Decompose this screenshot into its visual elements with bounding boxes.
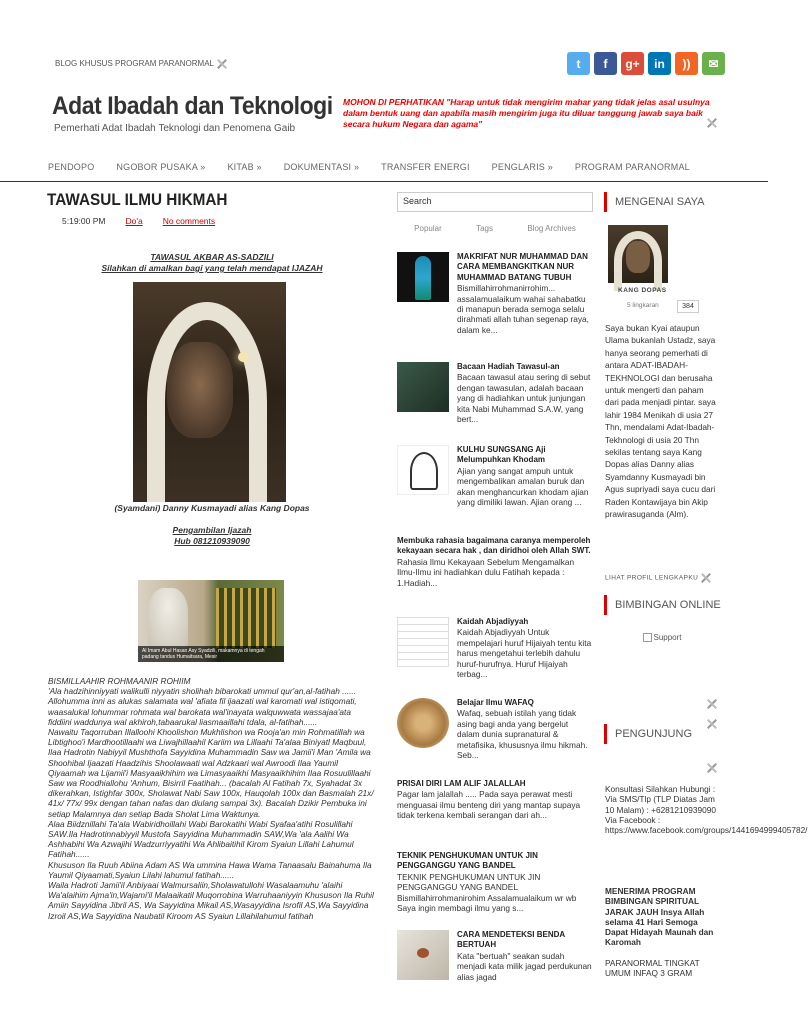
- bimbingan-heading: BIMBINGAN ONLINE: [604, 595, 721, 615]
- profile-link[interactable]: [605, 572, 712, 584]
- popular-post[interactable]: [397, 930, 593, 990]
- popular-post-title[interactable]: CARA MENDETEKSI BENDA BERTUAH: [457, 930, 565, 950]
- photo-scarf: [147, 302, 267, 502]
- popular-post-snippet: Bismillahirrohmanirrohim... assalamualaikum wahai sahabatku di manapun berada semoga selalu dirahmati allah tuhan segenap raya, dalam ke...: [457, 283, 589, 335]
- photo-light: [238, 352, 248, 362]
- avatar-scarf: [614, 231, 662, 291]
- body-paragraph: Nawaitu Taqorruban Illalloohi Khoolishon Mukhlishon wa Rooja'an min Rohmatillah wa Libtighoo'i Mardhootillaahi wa Liwajhillaahil Kariim wa Lillaahi Ta'alaa Biniyatl Maqbuul, Ilaa Hadrotin Nabiyyil Mushthofa Sayyidina Muhammadin Saw wa Jamii'i Man 'Amila wa Shoohibal Ijaazati Haadzihis Shoolawaati wal Adzkaari wal Awroodi Ilaa Yaumil Qiyaamah wa Lijamii'i Masyaaikhihim wa Limasyaaikhi Masyaaikhihim Ilaa Rosuulillaahi Saw wa Roodhiallohu 'Anhum, Bisirril Faatihah... (bacalah Al Fatihah 7x, Syahadat 3x dikerahkan, Istighfar 300x, Sholawat Nabi Saw 100x, Hauqolah 100x dan Basmalah 21x/ 41x/ 77x/ 99x dengan tahan nafas dan diulang sampai 3x). Bacalah Dzikir Pembuka ini setiap Malamnya dan setiap Bada Sholat Lima Waktunya.: [48, 727, 374, 819]
- body-paragraph: 'Ala hadzihinniyyati walikulli niyyatin sholihah bibarokati ummul qur'an,al-fatihah ......: [48, 686, 357, 697]
- author-photo: [133, 282, 286, 502]
- broken-image-icon: [643, 633, 652, 642]
- nav-item-dokumentasi[interactable]: DOKUMENTASI »: [284, 162, 359, 172]
- popular-post-snippet: Bacaan tawasul atau sering di sebut dengan tawasulan, adalah bacaan yang di hadiahkan untuk junjungan kita Nabi Muhammad S.A.W, yang bert...: [457, 372, 591, 425]
- photo-man: [148, 588, 188, 648]
- nav-item-pendopo[interactable]: PENDOPO: [48, 161, 95, 172]
- edit-wrench-icon[interactable]: [706, 762, 718, 774]
- popular-post[interactable]: [397, 362, 593, 428]
- popular-post[interactable]: [397, 779, 593, 834]
- body-paragraph: Allohumma inni as alukas salamata wal 'afiata fil ijaazati wal karomati wal istiqomati, waasalukal lohummar rohmata wal barokata wal'inayata walquwwata wassajaa'ata fiddiini waddunya wal akhiroh,tabaarukal liasmaaillahi tdala, al-fatihah......: [48, 696, 357, 727]
- post-comments-link[interactable]: No comments: [162, 216, 216, 226]
- popular-post-snippet: Kata "bertuah" seakan sudah menjadi kata milik jagad perdukunan alias jagad: [457, 950, 592, 982]
- rss-icon[interactable]: )): [675, 52, 698, 75]
- linkedin-icon[interactable]: in: [648, 52, 671, 75]
- sidebar-tabs: [397, 224, 593, 233]
- caption-name: (Syamdani) Danny Kusmayadi alias Kang Dopas: [114, 503, 310, 513]
- support-image[interactable]: [640, 633, 685, 669]
- post-thumbnail[interactable]: [397, 698, 449, 748]
- notice-text: MOHON DI PERHATIKAN "Harap untuk tidak mengirim mahar yang tidak jelas asal usulnya dalam bentuk uang dan apabila masih mengirim juga itu diluar tanggung jawab saya baik secara hukum Negara dan agama": [343, 97, 710, 129]
- shrine-photo-caption: Al Imam Abul Hasan Asy Syadzili, makamnya di tengah padang tandus Humaitsara, Mesir: [138, 646, 284, 662]
- popular-post-title[interactable]: Kaidah Abjadiyyah: [457, 617, 529, 626]
- nav-item-program-paranormal[interactable]: PROGRAM PARANORMAL: [574, 161, 690, 172]
- shrine-photo: [138, 580, 284, 662]
- site-title[interactable]: Adat Ibadah dan Teknologi: [52, 92, 333, 120]
- post-heading-title: TAWASUL AKBAR AS-SADZILI: [150, 252, 274, 262]
- popular-post-snippet: Pagar lam jalallah ..... Pada saya perawat mesti menguasai ilmu benteng diri yang mantap supaya tidak terkena kembali serangan dari ah...: [397, 789, 581, 821]
- about-text: Saya bukan Kyai ataupun Ulama bukanlah Ustadz, saya hanya seorang pemerhati di antara ADAT-IBADAH-TEKHNOLOGI dan berusaha untuk mengerti dan paham dari pada menjadi pintar. saya lahir 1984 Menikah di usia 27 Thn, mendalami Adat-Ibadah-Tekhnologi di usia 20 Thn sekilas tentang saya Kang Dopas alias Danny alias Syamdanny Kusmayadi bin Agus supriyadi saya cucu dari Raden Kontawijaya bin Akip prawirasuganda (Alm).: [605, 323, 716, 520]
- body-paragraph: Waila Hadroti Jamii'il Anbiyaai Walmursaliin,Sholawatullohi Wasalaamuhu 'alaihi Wa'alaihim Ajma'in,Wajami'il Malaaikatil Muqorrobina Warruhaaniyyin Khususon Ila Ruhil Amiin Sayyidina Jibril AS, Wa Sayyidina Mikail AS,Wasayyidina Isrofil AS,Wa Sayyidina Izroil AS,Wa Sayyidina Naubatil Kiroom AS Syaiun Lillahilahumul fatihah: [48, 880, 374, 921]
- ijazah-phone: Hub 081210939090: [174, 536, 250, 546]
- profile-link-text[interactable]: LIHAT PROFIL LENGKAPKU: [605, 574, 699, 582]
- circles-count: 384: [677, 300, 699, 313]
- nav-item-penglaris[interactable]: PENGLARIS »: [492, 162, 553, 172]
- consultation-text: Konsultasi Silahkan Hubungi : Via SMS/Tlp (TLP Diatas Jam 10 Malam) : +6281210939090 Via Facebook : https://www.facebook.com/groups/1441694999405782/: [605, 784, 808, 836]
- popular-post-snippet: Ajian yang sangat ampuh untuk mengembalikan amalan buruk dan akan menghancurkan khodam ajian yang dimiliki lawan. Ajian orang ...: [457, 465, 589, 508]
- edit-wrench-icon[interactable]: [706, 117, 718, 129]
- tab-popular[interactable]: Popular: [414, 224, 442, 233]
- post-thumbnail[interactable]: [397, 617, 449, 667]
- popular-post-snippet: Wafaq, sebuah istilah yang tidak asing bagi anda yang bergelut dalam dunia supranatural & metafisika, khususnya ilmu hikmah. Seb...: [457, 708, 588, 761]
- edit-wrench-icon[interactable]: [700, 572, 712, 584]
- post-thumbnail[interactable]: [397, 930, 449, 980]
- nav-item-kitab[interactable]: KITAB »: [227, 162, 261, 172]
- popular-post[interactable]: [397, 698, 593, 764]
- photo-caption: [48, 503, 376, 547]
- post-heading-subtitle: Silahkan di amalkan bagi yang telah mendapat IJAZAH: [101, 263, 323, 273]
- google-plus-icon[interactable]: g+: [621, 52, 644, 75]
- popular-post-title[interactable]: Membuka rahasia bagaimana caranya memperoleh kekayaan secara hak , dan diridhoi oleh Allah SWT.: [397, 536, 591, 556]
- about-heading: MENGENAI SAYA: [604, 192, 704, 212]
- photo-grill: [216, 588, 276, 648]
- post-thumbnail[interactable]: [397, 252, 449, 302]
- nav-item-ngobor-pusaka[interactable]: NGOBOR PUSAKA »: [116, 162, 205, 172]
- search-input[interactable]: Search: [397, 192, 593, 212]
- post-time: 5:19:00 PM: [62, 216, 106, 226]
- blog-tagline: [55, 58, 228, 70]
- program-text: MENERIMA PROGRAM BIMBINGAN SPIRITUAL JARAK JAUH Insya Allah selama 41 Hari Semoga Dapat Hidayah Maunah dan Karomah: [605, 886, 714, 948]
- support-alt-text: Support: [653, 633, 682, 642]
- pengunjung-heading: PENGUNJUNG: [604, 724, 692, 744]
- paranormal-text: PARANORMAL TINGKAT UMUM INFAQ 3 GRAM: [605, 958, 700, 979]
- site-description: Pemerhati Adat Ibadah Teknologi dan Penomena Gaib: [54, 123, 296, 134]
- edit-wrench-icon[interactable]: [706, 718, 718, 730]
- popular-post[interactable]: [397, 617, 593, 683]
- post-heading: [48, 252, 376, 274]
- popular-post[interactable]: [397, 851, 593, 914]
- popular-post-snippet: Rahasia Ilmu Kekayaan Sebelum Mengamalkan Ilmu-Ilmu ini hadiahkan dulu Fatihah kepada : 1.Hadiah...: [397, 556, 575, 588]
- profile-name[interactable]: KANG DOPAS: [618, 287, 667, 294]
- post-meta: [62, 216, 215, 226]
- popular-post-title[interactable]: Belajar Ilmu WAFAQ: [457, 698, 534, 707]
- social-icons: [567, 52, 725, 75]
- twitter-icon[interactable]: t: [567, 52, 590, 75]
- body-paragraph: BISMILLAAHIR ROHMAANIR ROHIIM: [48, 676, 191, 686]
- tab-tags[interactable]: Tags: [476, 224, 493, 233]
- tagline-text: BLOG KHUSUS PROGRAM PARANORMAL: [55, 59, 214, 69]
- popular-post-title[interactable]: Bacaan Hadiah Tawasul-an: [457, 362, 560, 371]
- edit-wrench-icon[interactable]: [706, 698, 718, 710]
- profile-avatar[interactable]: [608, 225, 668, 283]
- popular-post-title[interactable]: PRISAI DIRI LAM ALIF JALALLAH: [397, 779, 526, 788]
- email-icon[interactable]: ✉: [702, 52, 725, 75]
- popular-post[interactable]: [397, 536, 593, 602]
- post-title[interactable]: TAWASUL ILMU HIKMAH: [47, 190, 228, 209]
- facebook-icon[interactable]: f: [594, 52, 617, 75]
- post-thumbnail[interactable]: [397, 445, 449, 495]
- post-body: [48, 676, 376, 921]
- popular-post[interactable]: [397, 445, 593, 517]
- popular-post-title[interactable]: MAKRIFAT NUR MUHAMMAD DAN CARA MEMBANGKITKAN NUR MUHAMMAD BATANG TUBUH: [457, 252, 588, 282]
- popular-post-title[interactable]: TEKNIK PENGHUKUMAN UNTUK JIN PENGGANGGU YANG BANDEL: [397, 851, 538, 871]
- popular-post-snippet: Kaidah Abjadiyyah Untuk mempelajari huruf Hijaiyah tentu kita harus mengetahui terlebih dahulu huruf-hurufnya. Huruf Hijaiyah terbag...: [457, 627, 592, 680]
- popular-post-snippet: TEKNIK PENGHUKUMAN UNTUK JIN PENGGANGGU YANG BANDEL Bismillahirrohmanirohim Assalamualaikum wr wb Saya ingin membagi ilmu yang s...: [397, 871, 577, 914]
- circles-label: 5 lingkaran: [627, 302, 659, 309]
- nav-item-transfer-energi[interactable]: TRANSFER ENERGI: [381, 161, 470, 172]
- main-nav: [0, 152, 768, 182]
- body-paragraph: Alaa Biidznillahi Ta'ala Wabiridhoillahi Wabi Barokatihi Wabi Syafaa'atihi Rosulillahi SAW.Ila Hadrotinnabiyyil Mustofa Sayyidina Muhammadin SAW,Wa 'ala Aalihi Wa Ashhabihi Wa Azwajihi Wadzurriyyatihi Wa Ahlibaitihil Kirom Syaiun Lillahi Lahumul Fatihah......: [48, 818, 354, 860]
- body-paragraph: Khususon Ila Ruuh Abiina Adam AS Wa ummina Hawa Wama Tanaasalu Bainahuma Ila Yaumil Qiyaamati,Syaiun Lilahi lahumul fatihah......: [48, 859, 372, 880]
- popular-post-title[interactable]: KULHU SUNGSANG Aji Melumpuhkan Khodam: [457, 445, 546, 465]
- post-category-link[interactable]: Do'a: [125, 216, 143, 226]
- edit-wrench-icon[interactable]: [216, 58, 228, 70]
- post-thumbnail[interactable]: [397, 362, 449, 412]
- tab-blog-archives[interactable]: Blog Archives: [527, 224, 576, 233]
- popular-post[interactable]: [397, 252, 593, 348]
- ijazah-label: Pengambilan Ijazah: [172, 525, 252, 535]
